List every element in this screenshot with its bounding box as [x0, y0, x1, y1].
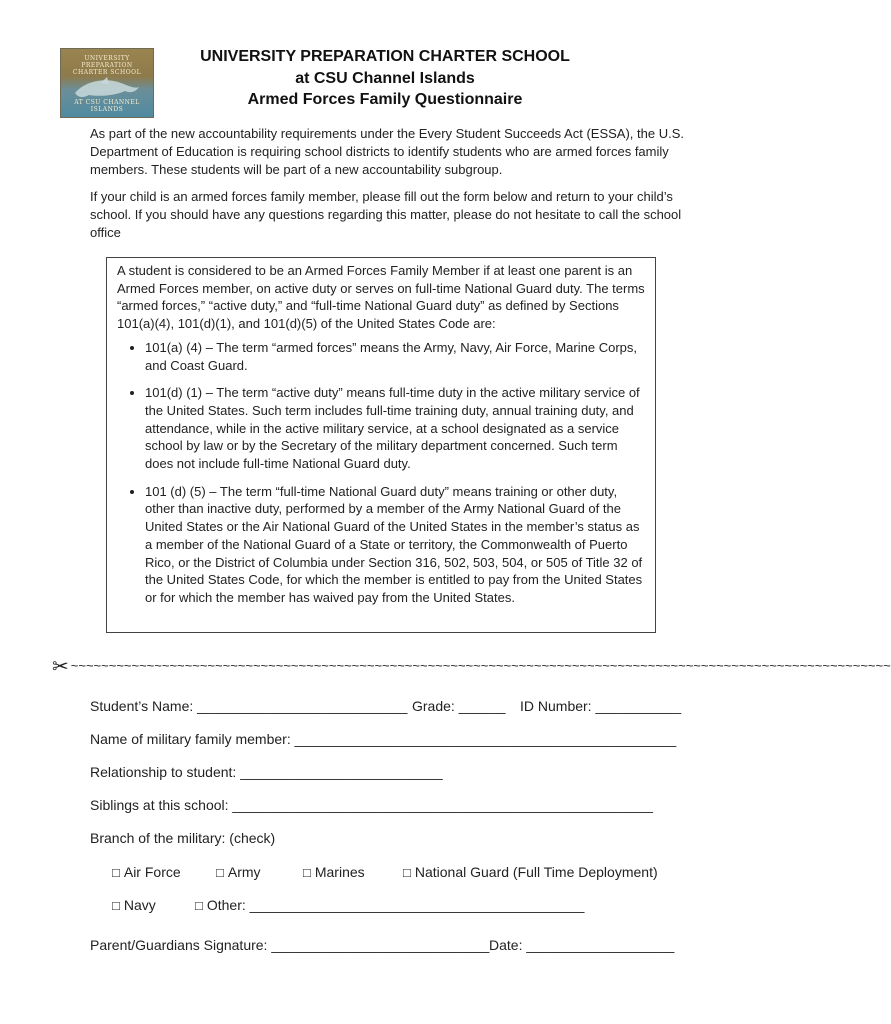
date-field[interactable]: Date: ___________________ [489, 937, 675, 953]
checkbox-icon: □ [216, 865, 224, 880]
marines-label: Marines [314, 864, 365, 880]
relationship-field[interactable]: Relationship to student: __________________________ [90, 764, 443, 780]
campus-heading: at CSU Channel Islands [295, 70, 475, 87]
scissors-icon: ✂ [52, 656, 69, 678]
dolphin-icon [71, 75, 143, 101]
signature-field[interactable]: Parent/Guardians Signature: ____________________________ [90, 937, 490, 953]
definitions-list [117, 339, 645, 607]
siblings-field[interactable]: Siblings at this school: ______________________________________________________ [90, 797, 653, 813]
checkbox-icon: □ [303, 865, 311, 880]
branch-label: Branch of the military: (check) [90, 830, 276, 846]
form-title: Armed Forces Family Questionnaire [247, 91, 523, 108]
definitions-box [106, 257, 656, 633]
intro-paragraph: As part of the new accountability requirements under the Every Student Succeeds Act (ESSA), the U.S. Department of Education is requiring school districts to identify students who are armed forces family members. These students will be part of a new accountability subgroup. [90, 126, 684, 177]
definitions-lead: A student is considered to be an Armed Forces Family Member if at least one parent is an Armed Forces member, on active duty or serves on full-time National Guard duty. The terms “armed forces,” “active duty,” and “full-time National Guard duty” as defined by Sections 101(a)(4), 101(d)(1), and 101(d)(5) of the United States Code are: [117, 263, 645, 332]
army-checkbox[interactable] [216, 864, 261, 880]
air-force-label: Air Force [123, 864, 181, 880]
cut-line [52, 654, 891, 678]
marines-checkbox[interactable] [303, 864, 365, 880]
definition-national-guard-duty: • 101 (d) (5) – The term “full-time National Guard duty” means training or other duty, other than inactive duty, performed by a member of the Army National Guard of the United States or the Air National Guard of the United States in the member’s status as a member of the National Guard of a State or territory, the Commonwealth of Puerto Rico, or the District of Columbia under Section 316, 502, 503, 504, or 505 of Title 32 of the United States Code, for which the member is entitled to pay from the United States or for which the member has waived pay from the United States. [145, 483, 645, 607]
definition-armed-forces: • 101(a) (4) – The term “armed forces” means the Army, Navy, Air Force, Marine Corps, and Coast Guard. [145, 339, 645, 374]
logo-line-1: UNIVERSITY PREPARATION [81, 55, 133, 69]
definition-active-duty: • 101(d) (1) – The term “active duty” means full-time duty in the active military service of the United States. Such term includes full-time training duty, annual training duty, and attendance, while in the active military service, at a school designated as a service school by law or by the Secretary of the military department concerned. Such term does not include full-time National Guard duty. [145, 384, 645, 473]
grade-field[interactable]: Grade: ______ [412, 698, 506, 714]
id-number-field[interactable]: ID Number: ___________ [520, 698, 682, 714]
national-guard-checkbox[interactable] [403, 864, 658, 880]
school-logo [60, 48, 154, 118]
instructions-paragraph: If your child is an armed forces family member, please fill out the form below and return to your child’s school. If you should have any questions regarding this matter, please do not hesitate to call the school office [90, 189, 682, 240]
other-checkbox[interactable] [195, 897, 584, 913]
air-force-checkbox[interactable] [112, 864, 181, 880]
logo-top-text [61, 55, 153, 76]
checkbox-icon: □ [112, 865, 120, 880]
navy-label: Navy [123, 897, 156, 913]
logo-line-2: CHARTER SCHOOL [72, 69, 142, 76]
logo-bottom-text: AT CSU CHANNEL ISLANDS [74, 99, 140, 113]
checkbox-icon: □ [403, 865, 411, 880]
military-member-name-field[interactable]: Name of military family member: _________________________________________________ [90, 731, 677, 747]
army-label: Army [227, 864, 261, 880]
student-name-field[interactable]: Student’s Name: ___________________________ [90, 698, 408, 714]
checkbox-icon: □ [112, 898, 120, 913]
cut-line-tildes: ~~~~~~~~~~~~~~~~~~~~~~~~~~~~~~~~~~~~~~~~~~~~~~~~~~~~~~~~~~~~~~~~~~~~~~~~~~~~~~~~~~~~~~~~~~~~~~~~~~~~~~~~~~~~ [70, 658, 891, 673]
navy-checkbox[interactable] [112, 897, 156, 913]
other-label: Other: ___________________________________________ [206, 897, 585, 913]
school-name-heading: UNIVERSITY PREPARATION CHARTER SCHOOL [200, 48, 570, 65]
checkbox-icon: □ [195, 898, 203, 913]
national-guard-label: National Guard (Full Time Deployment) [414, 864, 658, 880]
